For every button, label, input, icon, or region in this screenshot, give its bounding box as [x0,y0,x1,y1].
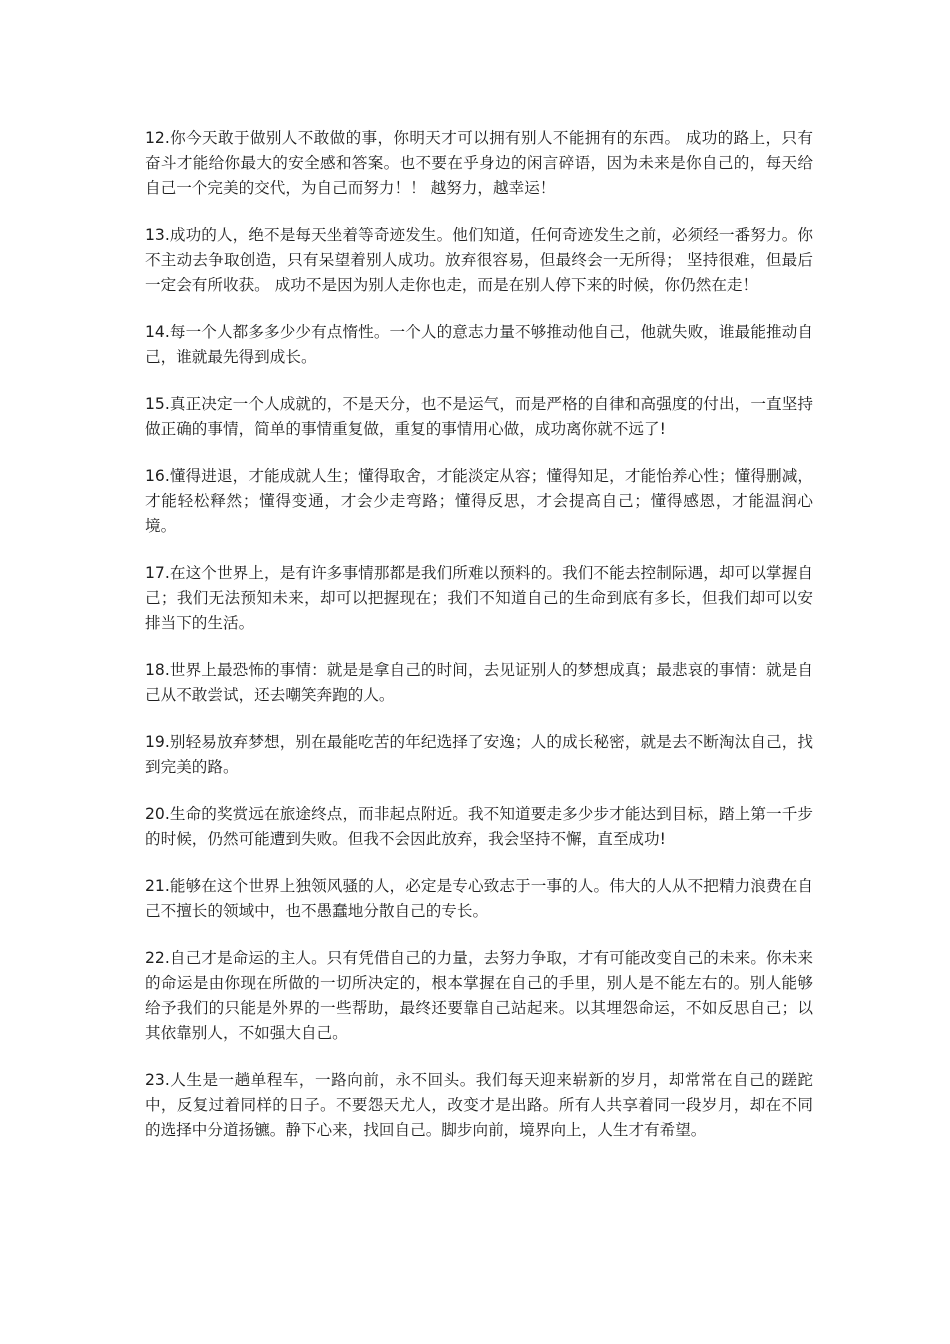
paragraph-13: 13.成功的人，绝不是每天坐着等奇迹发生。他们知道，任何奇迹发生之前，必须经一番努力。你不主动去争取创造，只有呆望着别人成功。放弃很容易，但最终会一无所得； 坚持很难，但最后一定会有所收获。 成功不是因为别人走你也走，而是在别人停下来的时候，你仍然在走！ [145,226,813,294]
document-body [145,126,813,1165]
paragraph-21: 21.能够在这个世界上独领风骚的人，必定是专心致志于一事的人。伟大的人从不把精力浪费在自己不擅长的领域中，也不愚蠢地分散自己的专长。 [145,877,813,920]
paragraph-15: 15.真正决定一个人成就的，不是天分，也不是运气，而是严格的自律和高强度的付出，一直坚持做正确的事情，简单的事情重复做，重复的事情用心做，成功离你就不远了! [145,395,813,438]
paragraph-17: 17.在这个世界上，是有许多事情那都是我们所难以预料的。我们不能去控制际遇，却可以掌握自己；我们无法预知未来，却可以把握现在；我们不知道自己的生命到底有多长，但我们却可以安排当下的生活。 [145,564,813,632]
paragraph-20: 20.生命的奖赏远在旅途终点，而非起点附近。我不知道要走多少步才能达到目标，踏上第一千步的时候，仍然可能遭到失败。但我不会因此放弃，我会坚持不懈，直至成功! [145,805,813,848]
paragraph-22: 22.自己才是命运的主人。只有凭借自己的力量，去努力争取，才有可能改变自己的未来。你未来的命运是由你现在所做的一切所决定的，根本掌握在自己的手里，别人是不能左右的。别人能够给予我们的只能是外界的一些帮助，最终还要靠自己站起来。以其埋怨命运，不如反思自己；以其依靠别人，不如强大自己。 [145,949,813,1042]
paragraph-19: 19.别轻易放弃梦想，别在最能吃苦的年纪选择了安逸；人的成长秘密，就是去不断淘汰自己，找到完美的路。 [145,733,813,776]
paragraph-23: 23.人生是一趟单程车，一路向前，永不回头。我们每天迎来崭新的岁月，却常常在自己的蹉跎中，反复过着同样的日子。不要怨天尤人，改变才是出路。所有人共享着同一段岁月，却在不同的选择中分道扬镳。静下心来，找回自己。脚步向前，境界向上，人生才有希望。 [145,1071,813,1139]
paragraph-14: 14.每一个人都多多少少有点惰性。一个人的意志力量不够推动他自己，他就失败，谁最能推动自己，谁就最先得到成长。 [145,323,813,366]
paragraph-16: 16.懂得进退，才能成就人生；懂得取舍，才能淡定从容；懂得知足，才能怡养心性；懂得删减，才能轻松释然；懂得变通，才会少走弯路；懂得反思，才会提高自己；懂得感恩，才能温润心境。 [145,467,813,535]
paragraph-18: 18.世界上最恐怖的事情：就是是拿自己的时间，去见证别人的梦想成真；最悲哀的事情：就是自己从不敢尝试，还去嘲笑奔跑的人。 [145,661,813,704]
paragraph-12: 12.你今天敢于做别人不敢做的事，你明天才可以拥有别人不能拥有的东西。 成功的路上，只有奋斗才能给你最大的安全感和答案。也不要在乎身边的闲言碎语，因为未来是你自己的，每天给自己一个完美的交代，为自己而努力！！ 越努力，越幸运！ [145,129,813,197]
